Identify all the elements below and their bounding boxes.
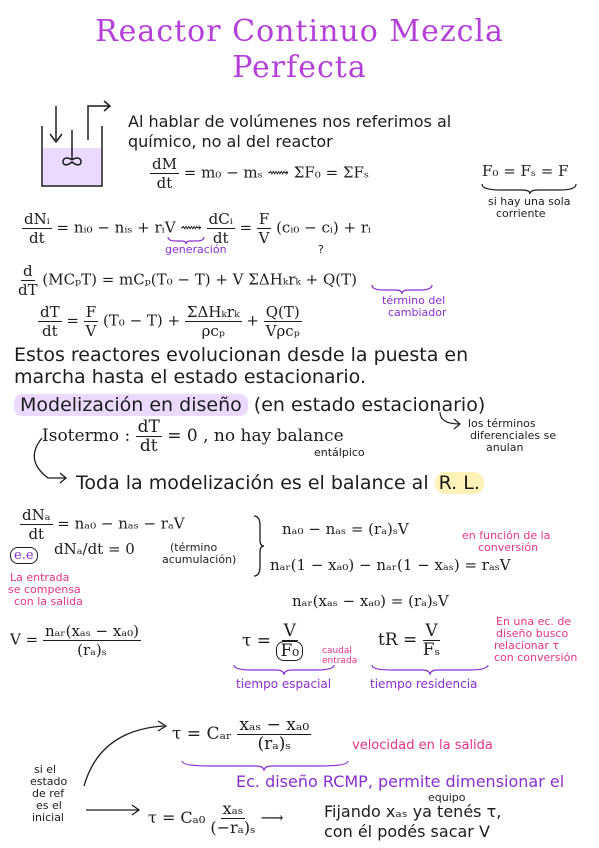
energy-question-mark: ? bbox=[318, 243, 324, 256]
single-stream-note-1: si hay una sola bbox=[488, 195, 571, 208]
eq-tau-design: τ = Cₐᵣ $\frac{\text{xₐₛ − xₐ₀}}{\text{(rₐ)ₛ}}$ bbox=[172, 715, 310, 754]
eq-global: $\frac{dM}{dt}$ = m₀ − mₛ ⟿ ΣF₀ = ΣFₛ bbox=[152, 155, 369, 192]
brace-rcmp bbox=[180, 760, 350, 772]
isotherm-note: entálpico bbox=[314, 446, 365, 459]
ee-note-1: La entrada bbox=[10, 571, 70, 584]
tau-simple-line-1: Fijando xₐₛ ya tenés τ, bbox=[324, 802, 502, 821]
ee-note-2: se compensa bbox=[8, 583, 81, 596]
ref-note-5: inicial bbox=[32, 811, 64, 824]
brace-balance bbox=[252, 514, 266, 578]
intro-line-1: Al hablar de volúmenes nos referimos al bbox=[128, 112, 452, 131]
ee-tag: e.e bbox=[10, 548, 38, 563]
curve-arrow-ref bbox=[80, 720, 180, 790]
brace-exchanger bbox=[370, 284, 434, 294]
curved-arrow-icon bbox=[436, 412, 466, 432]
ref-note-3: de ref bbox=[32, 787, 65, 800]
tau-design-note: velocidad en la salida bbox=[352, 738, 493, 753]
generation-label: generación bbox=[165, 243, 227, 256]
tau-label: tiempo espacial bbox=[236, 677, 332, 691]
tr-label: tiempo residencia bbox=[370, 677, 478, 691]
ref-note-2: estado bbox=[30, 775, 68, 788]
hook-arrow-icon bbox=[26, 436, 72, 486]
arrow-ref-to-tau bbox=[84, 804, 144, 816]
design-note-1: En una ec. de bbox=[496, 615, 572, 628]
rl-line: Toda la modelización es el balance al R. L. bbox=[76, 472, 484, 494]
paragraph-line-1: Estos reactores evolucionan desde la puesta en bbox=[14, 344, 469, 366]
title-line-1: Reactor Continuo Mezcla bbox=[95, 14, 504, 49]
caudal-note-2: entrada bbox=[322, 656, 358, 666]
rcmp-line-2: equipo bbox=[428, 791, 466, 804]
eq-tau: τ = $\frac{V}{\text{F₀}}$ bbox=[242, 622, 303, 661]
eq-single-stream: F₀ = Fₛ = F bbox=[482, 162, 569, 180]
conversion-note-1: en función de la bbox=[462, 529, 551, 542]
reactor-tank-icon bbox=[30, 100, 120, 190]
conversion-note-2: conversión bbox=[478, 541, 539, 554]
paragraph-line-2: marcha hasta el estado estacionario. bbox=[14, 366, 366, 388]
brace-under-single bbox=[480, 182, 580, 194]
ee-note-3: con la salida bbox=[14, 595, 83, 608]
modelling-heading: Modelización en diseño (en estado estacionario) bbox=[14, 394, 485, 416]
eq-energy: $\frac{d}{dT}$ (MCₚT) = mCₚ(T₀ − T) + V ΣΔHₖrₖ + Q(T) bbox=[18, 262, 358, 299]
eq-temperature: $\frac{dT}{dt}$ = $\frac{F}{V}$ (T₀ − T) + $\frac{\text{ΣΔHₖrₖ}}{\text{ρcₚ}}$ + $\frac{Q(T)}{\text{Vρcₚ}}$ bbox=[40, 303, 300, 340]
caudal-note-1: caudal bbox=[322, 646, 352, 656]
exchanger-note-1: término del bbox=[382, 294, 446, 307]
eq-tau-simple: τ = Cₐ₀ $\frac{\text{xₐₛ}}{\text{(−rₐ)ₛ}}$ ⟶ bbox=[148, 799, 284, 837]
isotherm-eq: Isotermo : $\frac{dT}{dt}$ = 0 , no hay balance bbox=[42, 417, 344, 456]
accumulation-note-2: acumulación) bbox=[162, 553, 237, 566]
rcmp-line-1: Ec. diseño RCMP, permite dimensionar el bbox=[236, 772, 565, 791]
modelling-note-2: diferenciales se bbox=[470, 429, 557, 442]
eq-zero-accumulation: dNₐ/dt = 0 bbox=[54, 540, 135, 558]
ref-note-1: si el bbox=[34, 763, 57, 776]
eq-tr: tR = $\frac{V}{\text{Fₛ}}$ bbox=[378, 621, 441, 660]
accumulation-note-1: (término bbox=[170, 541, 218, 554]
eq-volume: V = $\frac{\text{nₐᵣ(xₐₛ − xₐ₀)}}{\text{(rₐ)ₛ}}$ bbox=[10, 622, 139, 659]
eq-right-1: nₐ₀ − nₐₛ = (rₐ)ₛV bbox=[282, 520, 409, 538]
title-line-2: Perfecta bbox=[232, 50, 367, 85]
eq-species: $\frac{\text{dNᵢ}}{dt}$ = nᵢ₀ − nᵢₛ + rᵢV ⟿ $\frac{\text{dCᵢ}}{dt}$ = $\frac{F}{V}$ (cᵢ₀ − cᵢ) + rᵢ bbox=[24, 210, 372, 247]
eq-right-3: nₐᵣ(xₐₛ − xₐ₀) = (rₐ)ₛV bbox=[292, 592, 449, 610]
tau-simple-line-2: con él podés sacar V bbox=[324, 822, 490, 841]
ref-note-4: es el bbox=[36, 799, 62, 812]
eq-right-2: nₐᵣ(1 − xₐ₀) − nₐᵣ(1 − xₐₛ) = rₐₛV bbox=[270, 556, 511, 574]
modelling-note-3: anulan bbox=[486, 441, 524, 454]
single-stream-note-2: corriente bbox=[496, 207, 546, 220]
exchanger-note-2: cambiador bbox=[388, 306, 447, 319]
brace-tau bbox=[232, 664, 336, 676]
design-note-2: diseño busco bbox=[496, 627, 569, 640]
intro-line-2: químico, no al del reactor bbox=[128, 132, 333, 151]
modelling-note-1: los términos bbox=[468, 417, 536, 430]
brace-tr bbox=[370, 664, 490, 676]
design-note-3: relacionar τ bbox=[494, 639, 560, 652]
design-note-4: con conversión bbox=[494, 651, 578, 664]
eq-balance-A: $\frac{\text{dNₐ}}{dt}$ = nₐ₀ − nₐₛ − rₐV bbox=[22, 506, 185, 543]
